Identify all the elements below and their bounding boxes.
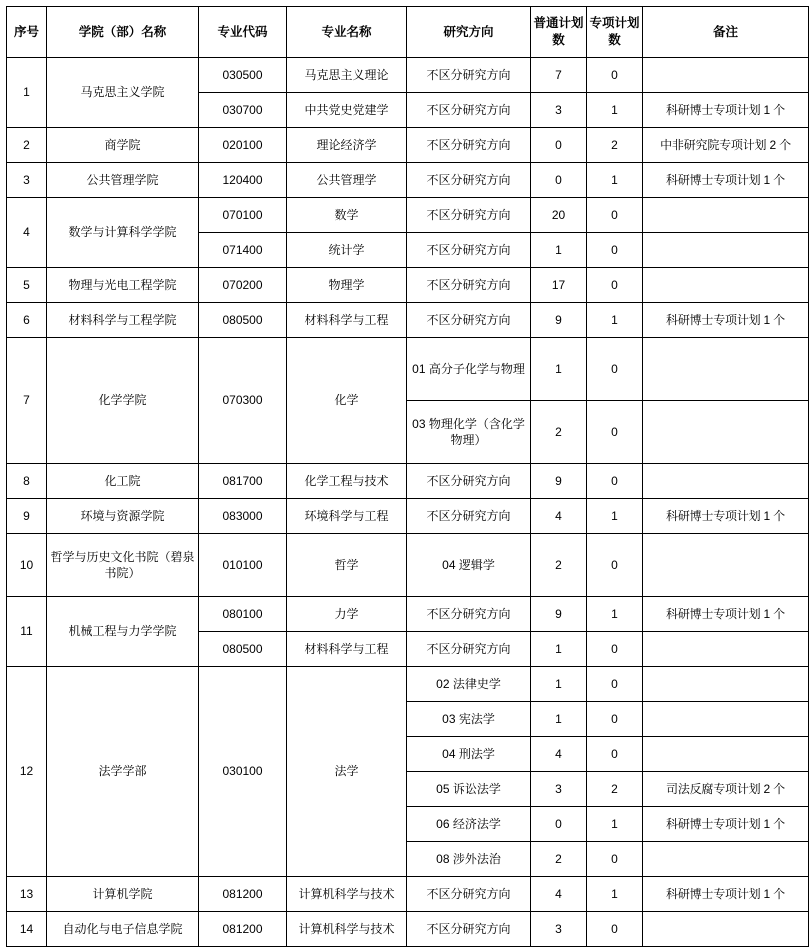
cell-note: 科研博士专项计划 1 个	[643, 163, 809, 198]
cell-general-plan: 1	[531, 632, 587, 667]
cell-major: 中共党史党建学	[287, 93, 407, 128]
cell-code: 070300	[199, 338, 287, 464]
cell-code: 083000	[199, 499, 287, 534]
header-cell-direction: 研究方向	[407, 7, 531, 58]
cell-note	[643, 198, 809, 233]
cell-general-plan: 9	[531, 303, 587, 338]
cell-general-plan: 7	[531, 58, 587, 93]
cell-general-plan: 0	[531, 128, 587, 163]
cell-special-plan: 1	[587, 303, 643, 338]
table-row	[7, 338, 809, 401]
cell-note	[643, 912, 809, 947]
table-row	[7, 499, 809, 534]
cell-special-plan: 0	[587, 632, 643, 667]
cell-college: 材料科学与工程学院	[47, 303, 199, 338]
cell-note: 司法反腐专项计划 2 个	[643, 772, 809, 807]
cell-general-plan: 4	[531, 737, 587, 772]
cell-college: 环境与资源学院	[47, 499, 199, 534]
cell-general-plan: 20	[531, 198, 587, 233]
cell-note	[643, 632, 809, 667]
cell-general-plan: 17	[531, 268, 587, 303]
cell-direction: 05 诉讼法学	[407, 772, 531, 807]
cell-note	[643, 401, 809, 464]
cell-num: 3	[7, 163, 47, 198]
cell-num: 4	[7, 198, 47, 268]
table-row	[7, 667, 809, 702]
cell-code: 030700	[199, 93, 287, 128]
cell-num: 1	[7, 58, 47, 128]
header-cell-note: 备注	[643, 7, 809, 58]
cell-general-plan: 1	[531, 233, 587, 268]
cell-code: 020100	[199, 128, 287, 163]
header-cell-major: 专业名称	[287, 7, 407, 58]
cell-college: 机械工程与力学学院	[47, 597, 199, 667]
cell-college: 自动化与电子信息学院	[47, 912, 199, 947]
cell-num: 14	[7, 912, 47, 947]
cell-special-plan: 0	[587, 667, 643, 702]
cell-major: 哲学	[287, 534, 407, 597]
cell-special-plan: 0	[587, 842, 643, 877]
table-row	[7, 58, 809, 93]
cell-major: 化学工程与技术	[287, 464, 407, 499]
cell-major: 物理学	[287, 268, 407, 303]
cell-code: 080100	[199, 597, 287, 632]
table-row	[7, 912, 809, 947]
header-cell-code: 专业代码	[199, 7, 287, 58]
cell-general-plan: 4	[531, 499, 587, 534]
cell-note: 科研博士专项计划 1 个	[643, 877, 809, 912]
cell-direction: 不区分研究方向	[407, 58, 531, 93]
cell-direction: 不区分研究方向	[407, 499, 531, 534]
cell-major: 统计学	[287, 233, 407, 268]
cell-general-plan: 3	[531, 93, 587, 128]
cell-note	[643, 338, 809, 401]
table-header-row	[7, 7, 809, 58]
cell-special-plan: 1	[587, 877, 643, 912]
cell-special-plan: 1	[587, 93, 643, 128]
cell-special-plan: 1	[587, 163, 643, 198]
cell-special-plan: 1	[587, 807, 643, 842]
cell-special-plan: 0	[587, 338, 643, 401]
cell-special-plan: 1	[587, 499, 643, 534]
cell-num: 11	[7, 597, 47, 667]
table-row	[7, 303, 809, 338]
cell-code: 010100	[199, 534, 287, 597]
cell-major: 计算机科学与技术	[287, 877, 407, 912]
cell-general-plan: 2	[531, 842, 587, 877]
cell-note	[643, 534, 809, 597]
cell-note: 科研博士专项计划 1 个	[643, 499, 809, 534]
cell-major: 公共管理学	[287, 163, 407, 198]
cell-college: 哲学与历史文化书院（碧泉书院）	[47, 534, 199, 597]
cell-college: 马克思主义学院	[47, 58, 199, 128]
cell-code: 120400	[199, 163, 287, 198]
cell-special-plan: 0	[587, 737, 643, 772]
cell-direction: 不区分研究方向	[407, 128, 531, 163]
cell-direction: 不区分研究方向	[407, 597, 531, 632]
cell-note	[643, 464, 809, 499]
cell-special-plan: 0	[587, 401, 643, 464]
cell-direction: 不区分研究方向	[407, 233, 531, 268]
cell-major: 材料科学与工程	[287, 303, 407, 338]
cell-num: 5	[7, 268, 47, 303]
table-row	[7, 877, 809, 912]
cell-major: 数学	[287, 198, 407, 233]
cell-note	[643, 667, 809, 702]
header-cell-general-plan: 普通计划数	[531, 7, 587, 58]
cell-special-plan: 2	[587, 772, 643, 807]
cell-code: 030500	[199, 58, 287, 93]
cell-direction: 不区分研究方向	[407, 93, 531, 128]
cell-general-plan: 2	[531, 534, 587, 597]
cell-code: 071400	[199, 233, 287, 268]
cell-direction: 不区分研究方向	[407, 163, 531, 198]
cell-major: 化学	[287, 338, 407, 464]
cell-code: 080500	[199, 303, 287, 338]
cell-college: 化学学院	[47, 338, 199, 464]
cell-major: 计算机科学与技术	[287, 912, 407, 947]
cell-num: 8	[7, 464, 47, 499]
header-cell-num: 序号	[7, 7, 47, 58]
cell-code: 081700	[199, 464, 287, 499]
cell-note	[643, 58, 809, 93]
cell-special-plan: 0	[587, 912, 643, 947]
cell-code: 081200	[199, 877, 287, 912]
cell-code: 081200	[199, 912, 287, 947]
cell-direction: 不区分研究方向	[407, 303, 531, 338]
cell-general-plan: 1	[531, 338, 587, 401]
cell-college: 计算机学院	[47, 877, 199, 912]
cell-college: 公共管理学院	[47, 163, 199, 198]
cell-special-plan: 0	[587, 534, 643, 597]
cell-code: 030100	[199, 667, 287, 877]
cell-major: 环境科学与工程	[287, 499, 407, 534]
table-body	[7, 58, 809, 947]
cell-direction: 不区分研究方向	[407, 268, 531, 303]
cell-note	[643, 842, 809, 877]
cell-direction: 不区分研究方向	[407, 632, 531, 667]
admission-plan-table	[6, 6, 809, 947]
table-row	[7, 597, 809, 632]
cell-direction: 06 经济法学	[407, 807, 531, 842]
cell-num: 2	[7, 128, 47, 163]
cell-general-plan: 3	[531, 772, 587, 807]
cell-major: 材料科学与工程	[287, 632, 407, 667]
cell-num: 12	[7, 667, 47, 877]
cell-note: 科研博士专项计划 1 个	[643, 303, 809, 338]
cell-direction: 04 逻辑学	[407, 534, 531, 597]
cell-special-plan: 0	[587, 464, 643, 499]
cell-direction: 04 刑法学	[407, 737, 531, 772]
cell-note: 科研博士专项计划 1 个	[643, 597, 809, 632]
cell-direction: 不区分研究方向	[407, 198, 531, 233]
table-row	[7, 464, 809, 499]
cell-direction: 不区分研究方向	[407, 464, 531, 499]
cell-general-plan: 0	[531, 163, 587, 198]
cell-special-plan: 0	[587, 233, 643, 268]
cell-general-plan: 1	[531, 667, 587, 702]
cell-college: 数学与计算科学学院	[47, 198, 199, 268]
cell-num: 7	[7, 338, 47, 464]
table-row	[7, 128, 809, 163]
cell-note: 科研博士专项计划 1 个	[643, 807, 809, 842]
cell-direction: 03 宪法学	[407, 702, 531, 737]
cell-note	[643, 737, 809, 772]
cell-general-plan: 3	[531, 912, 587, 947]
cell-special-plan: 0	[587, 702, 643, 737]
cell-special-plan: 2	[587, 128, 643, 163]
header-cell-college: 学院（部）名称	[47, 7, 199, 58]
table-row	[7, 163, 809, 198]
cell-note	[643, 233, 809, 268]
cell-general-plan: 1	[531, 702, 587, 737]
cell-note	[643, 702, 809, 737]
cell-major: 力学	[287, 597, 407, 632]
cell-direction: 不区分研究方向	[407, 877, 531, 912]
cell-direction: 01 高分子化学与物理	[407, 338, 531, 401]
cell-general-plan: 4	[531, 877, 587, 912]
cell-general-plan: 2	[531, 401, 587, 464]
cell-general-plan: 0	[531, 807, 587, 842]
cell-general-plan: 9	[531, 597, 587, 632]
cell-college: 化工院	[47, 464, 199, 499]
cell-direction: 02 法律史学	[407, 667, 531, 702]
cell-special-plan: 0	[587, 198, 643, 233]
cell-num: 6	[7, 303, 47, 338]
cell-num: 9	[7, 499, 47, 534]
cell-special-plan: 0	[587, 58, 643, 93]
cell-note	[643, 268, 809, 303]
cell-special-plan: 0	[587, 268, 643, 303]
cell-college: 物理与光电工程学院	[47, 268, 199, 303]
cell-major: 马克思主义理论	[287, 58, 407, 93]
header-cell-special-plan: 专项计划数	[587, 7, 643, 58]
cell-num: 10	[7, 534, 47, 597]
table-row	[7, 198, 809, 233]
cell-direction: 03 物理化学（含化学物理）	[407, 401, 531, 464]
cell-special-plan: 1	[587, 597, 643, 632]
cell-college: 商学院	[47, 128, 199, 163]
cell-code: 070200	[199, 268, 287, 303]
cell-direction: 08 涉外法治	[407, 842, 531, 877]
cell-major: 法学	[287, 667, 407, 877]
cell-note: 科研博士专项计划 1 个	[643, 93, 809, 128]
table-row	[7, 534, 809, 597]
cell-general-plan: 9	[531, 464, 587, 499]
cell-major: 理论经济学	[287, 128, 407, 163]
cell-direction: 不区分研究方向	[407, 912, 531, 947]
cell-code: 080500	[199, 632, 287, 667]
cell-college: 法学学部	[47, 667, 199, 877]
cell-note: 中非研究院专项计划 2 个	[643, 128, 809, 163]
table-row	[7, 268, 809, 303]
cell-code: 070100	[199, 198, 287, 233]
cell-num: 13	[7, 877, 47, 912]
